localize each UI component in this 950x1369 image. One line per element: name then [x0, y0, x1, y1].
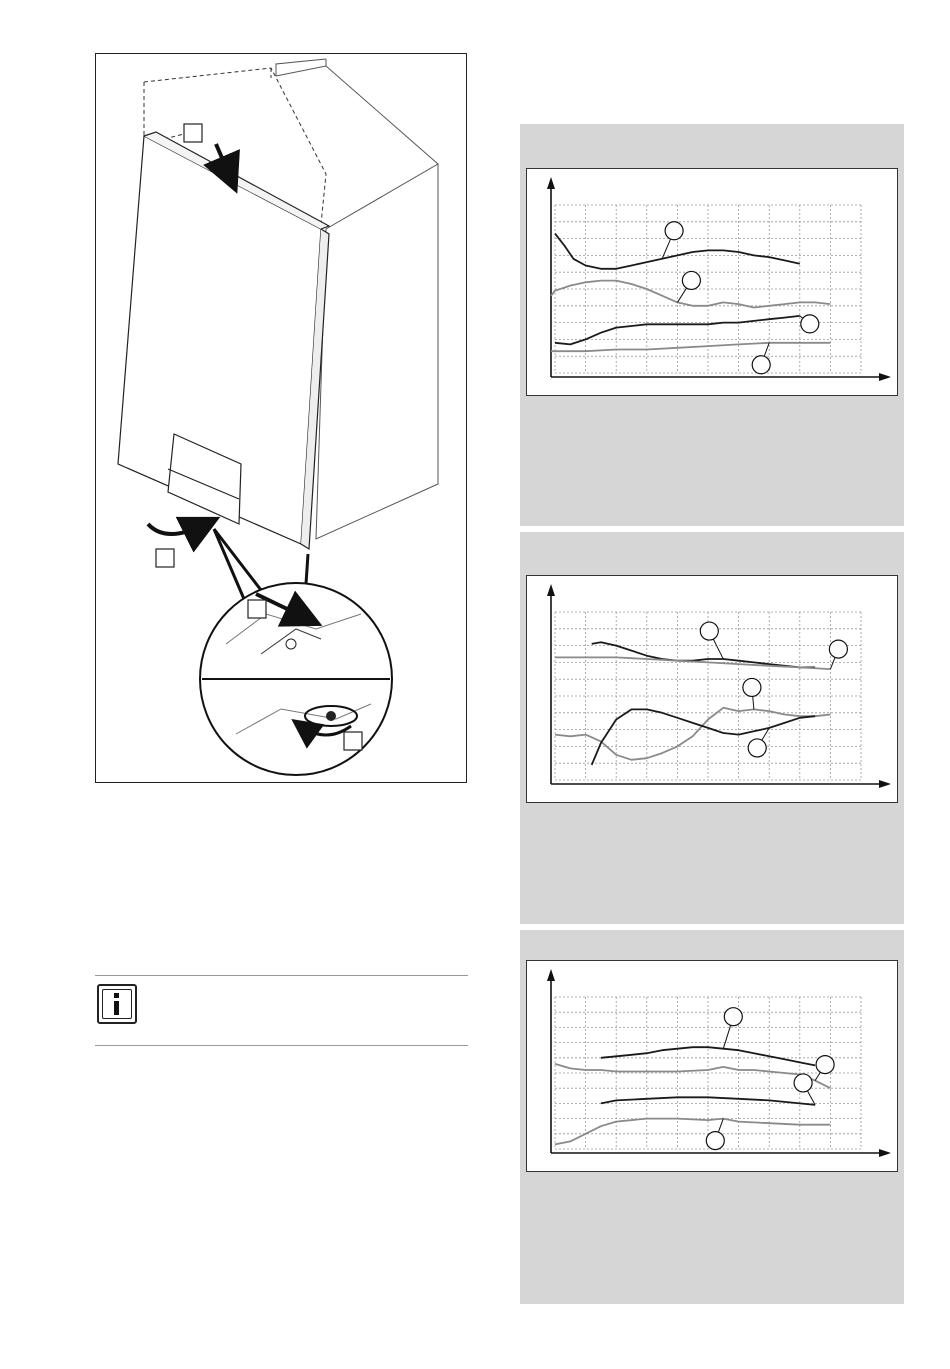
- chart-box-1: [526, 168, 898, 396]
- callout-circle-4: [752, 356, 770, 374]
- callout-circle-1: [724, 1008, 742, 1026]
- callout-circle-3: [801, 315, 819, 333]
- chart-panel-1: [520, 124, 904, 526]
- callout-circle-3: [794, 1074, 812, 1092]
- info-icon: [97, 984, 137, 1024]
- line-chart-2: [527, 576, 897, 802]
- callout-circle-3: [743, 678, 761, 696]
- x-axis-arrowhead: [879, 780, 891, 788]
- series-line-2: [555, 657, 830, 669]
- step-callout-zoom-lower: [344, 732, 362, 750]
- x-axis-arrowhead: [879, 373, 891, 381]
- series-line-4: [551, 343, 830, 351]
- chart-panel-2: [520, 532, 904, 924]
- step-callout-top: [184, 124, 202, 142]
- line-chart-3: [527, 961, 897, 1171]
- y-axis-arrowhead: [547, 177, 555, 189]
- rotate-arrow: [148, 524, 206, 534]
- callout-circle-4: [706, 1132, 724, 1150]
- chart-box-2: [526, 575, 898, 803]
- callout-circle-4: [748, 739, 766, 757]
- installation-illustration: [95, 53, 467, 783]
- step-callout-left: [156, 549, 174, 567]
- front-cover: [118, 132, 329, 549]
- zoom-detail-circle: [200, 583, 392, 775]
- callout-circle-2: [816, 1056, 834, 1074]
- front-cover-diagram: [96, 54, 468, 784]
- series-line-2: [555, 1064, 830, 1088]
- note-bottom-rule: [95, 1045, 468, 1046]
- chart-panel-3: [520, 930, 904, 1304]
- callout-circle-2: [682, 271, 700, 289]
- series-line-4: [592, 709, 815, 765]
- y-axis-arrowhead: [547, 969, 555, 981]
- y-axis-arrowhead: [547, 584, 555, 596]
- step-callout-zoom-upper: [248, 600, 266, 618]
- x-axis-arrowhead: [879, 1149, 891, 1157]
- callout-circle-1: [700, 622, 718, 640]
- note-top-rule: [95, 975, 468, 976]
- series-line-4: [555, 1119, 830, 1145]
- chart-grid: [555, 205, 861, 373]
- line-chart-1: [527, 169, 897, 395]
- chart-box-3: [526, 960, 898, 1172]
- callout-circle-1: [665, 222, 683, 240]
- callout-circle-2: [829, 640, 847, 658]
